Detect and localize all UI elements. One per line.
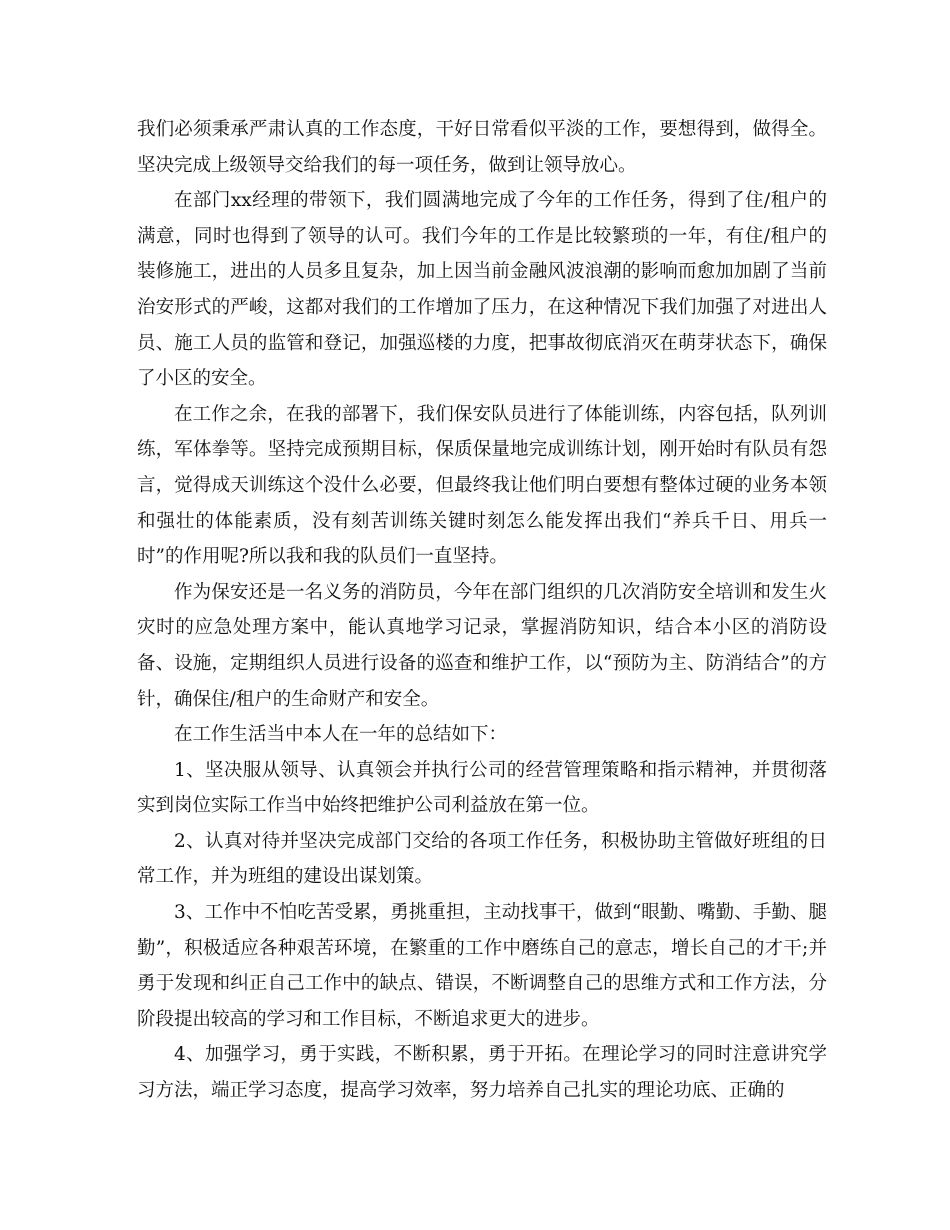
list-item-4: 4、加强学习，勇于实践，不断积累，勇于开拓。在理论学习的同时注意讲究学习方法，端正学习态度，提高学习效率，努力培养自己扎实的理论功底、正确的: [137, 1044, 827, 1102]
paragraph-2: 在部门xx经理的带领下，我们圆满地完成了今年的工作任务，得到了住/租户的满意，同时也得到了领导的认可。我们今年的工作是比较繁琐的一年，有住/租户的装修施工，进出的人员多且复杂，加上因当前金融风波浪潮的影响而愈加加剧了当前治安形式的严峻，这都对我们的工作增加了压力，在这种情况下我们加强了对进出人员、施工人员的监管和登记，加强巡楼的力度，把事故彻底消灭在萌芽状态下，确保了小区的安全。: [137, 190, 827, 390]
paragraph-3: 在工作之余，在我的部署下，我们保安队员进行了体能训练，内容包括，队列训练，军体拳等。坚持完成预期目标，保质保量地完成训练计划，刚开始时有队员有怨言，觉得成天训练这个没什么必要，但最终我让他们明白要想有整体过硬的业务本领和强壮的体能素质，没有刻苦训练关键时刻怎么能发挥出我们“养兵千日、用兵一时”的作用呢?所以我和我的队员们一直坚持。: [137, 403, 827, 568]
list-item-1: 1、坚决服从领导、认真领会并执行公司的经营管理策略和指示精神，并贯彻落实到岗位实际工作当中始终把维护公司利益放在第一位。: [137, 759, 827, 817]
paragraph-4: 作为保安还是一名义务的消防员，今年在部门组织的几次消防安全培训和发生火灾时的应急处理方案中，能认真地学习记录，掌握消防知识，结合本小区的消防设备、设施，定期组织人员进行设备的巡查和维护工作，以“预防为主、防消结合”的方针，确保住/租户的生命财产和安全。: [137, 581, 827, 710]
paragraph-1: 我们必须秉承严肃认真的工作态度，干好日常看似平淡的工作，要想得到，做得全。坚决完成上级领导交给我们的每一项任务，做到让领导放心。: [137, 119, 827, 176]
paragraph-5: 在工作生活当中本人在一年的总结如下：: [174, 724, 508, 746]
list-item-3: 3、工作中不怕吃苦受累，勇挑重担，主动找事干，做到“眼勤、嘴勤、手勤、腿勤”，积极适应各种艰苦环境，在繁重的工作中磨练自己的意志，增长自己的才干;并勇于发现和纠正自己工作中的缺点、错误，不断调整自己的思维方式和工作方法，分阶段提出较高的学习和工作目标，不断追求更大的进步。: [137, 902, 827, 1030]
document-body: [137, 112, 827, 1109]
list-item-2: 2、认真对待并坚决完成部门交给的各项工作任务，积极协助主管做好班组的日常工作，并为班组的建设出谋划策。: [137, 830, 827, 888]
